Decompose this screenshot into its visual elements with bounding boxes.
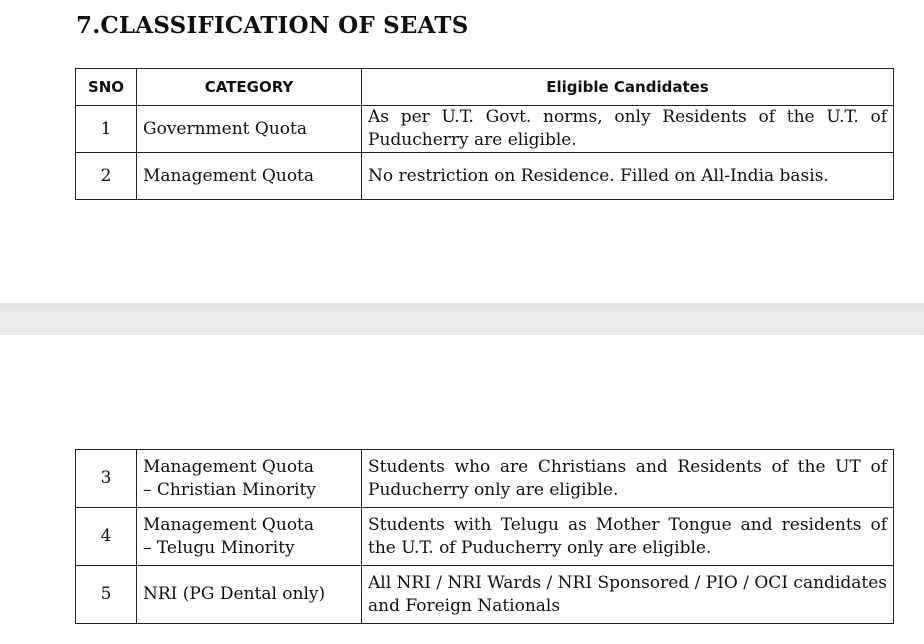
- cell-sno: 2: [76, 153, 137, 200]
- cell-eligible: Students who are Christians and Residents of the UT of Puducherry only are eligible.: [362, 450, 894, 508]
- cell-category: Government Quota: [137, 106, 362, 153]
- cell-category: [137, 450, 362, 508]
- cell-category: Management Quota: [137, 153, 362, 200]
- page-separator: [0, 303, 924, 335]
- category-line: Management Quota: [143, 514, 315, 535]
- cell-eligible: All NRI / NRI Wards / NRI Sponsored / PIO / OCI candidates and Foreign Nationals: [362, 566, 894, 624]
- cell-sno: 5: [76, 566, 137, 624]
- cell-eligible: As per U.T. Govt. norms, only Residents of the U.T. of Puducherry are eligible.: [362, 106, 894, 153]
- category-line: NRI (PG Dental only): [143, 584, 326, 604]
- table-row: [76, 106, 894, 153]
- header-eligible: Eligible Candidates: [362, 69, 894, 106]
- category-line: Management Quota: [143, 456, 315, 477]
- table-row: [76, 566, 894, 624]
- seat-classification-table-bottom: [75, 449, 894, 624]
- cell-eligible: No restriction on Residence. Filled on All-India basis.: [362, 153, 894, 200]
- cell-sno: 4: [76, 508, 137, 566]
- category-line: – Telugu Minority: [143, 537, 295, 558]
- table-row: [76, 450, 894, 508]
- cell-eligible: Students with Telugu as Mother Tongue and residents of the U.T. of Puducherry only are eligible.: [362, 508, 894, 566]
- cell-category: [137, 566, 362, 624]
- cell-sno: 1: [76, 106, 137, 153]
- table-row: [76, 153, 894, 200]
- seat-classification-table-top: [75, 68, 894, 200]
- category-line: – Christian Minority: [143, 479, 316, 500]
- cell-category: [137, 508, 362, 566]
- header-category: CATEGORY: [137, 69, 362, 106]
- header-sno: SNO: [76, 69, 137, 106]
- cell-sno: 3: [76, 450, 137, 508]
- table-row: [76, 508, 894, 566]
- table-header-row: [76, 69, 894, 106]
- section-heading: 7.CLASSIFICATION OF SEATS: [76, 12, 469, 39]
